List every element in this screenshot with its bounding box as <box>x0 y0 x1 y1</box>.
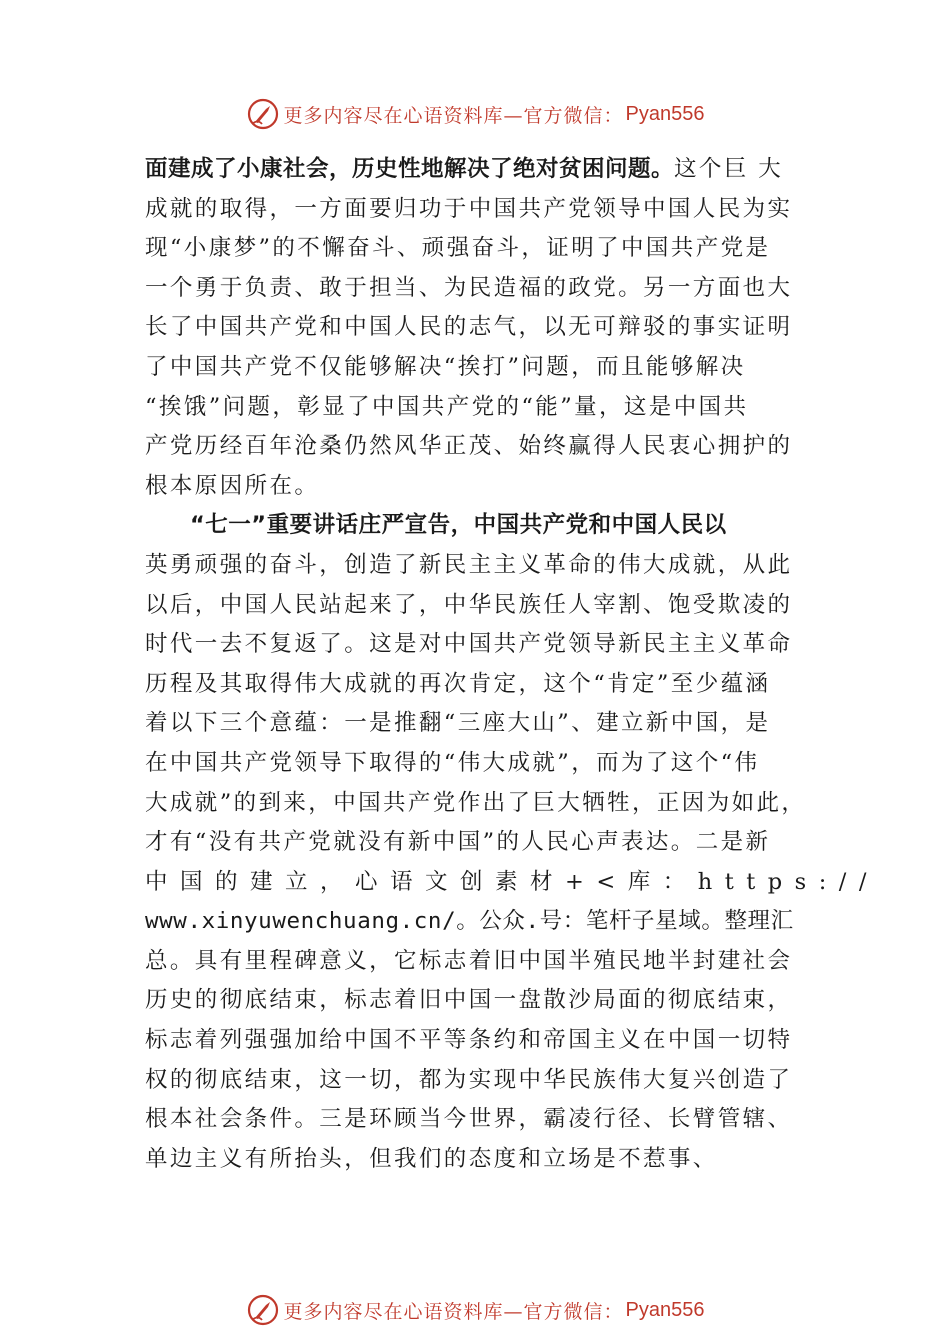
article-body <box>145 150 879 1179</box>
body-line: 中国的建立，心语文创素材+<库：https:// <box>145 868 879 895</box>
body-line: 英勇顽强的奋斗，创造了新民主主义革命的伟大成就，从此 <box>145 551 793 578</box>
body-line: 一个勇于负责、敢于担当、为民造福的政党。另一方面也大 <box>145 274 793 301</box>
watermark-text: 更多内容尽在心语资料库—官方微信： <box>283 1300 624 1323</box>
line-text: 这个巨 大 <box>674 156 784 182</box>
body-line: 根本社会条件。三是环顾当今世界，霸凌行径、长臂管辖、 <box>145 1106 793 1133</box>
body-line: 了中国共产党不仅能够解决“挨打”问题，而且能够解决 <box>145 353 746 380</box>
body-line: 权的彻底结束，这一切，都为实现中华民族伟大复兴创造了 <box>145 1066 793 1093</box>
body-line: www.xinyuwenchuang.cn/。公众.号：笔杆子星域。整理汇 <box>145 908 794 935</box>
body-line: 在中国共产党领导下取得的“伟大成就”，而为了这个“伟 <box>145 749 760 776</box>
body-line: 标志着列强强加给中国不平等条约和帝国主义在中国一切特 <box>145 1027 793 1054</box>
watermark-wechat-id: Pyan556 <box>625 102 705 125</box>
body-line: “挨饿”问题，彰显了中国共产党的“能”量，这是中国共 <box>145 393 749 420</box>
brush-logo-icon <box>246 97 280 131</box>
body-line: 单边主义有所抬头，但我们的态度和立场是不惹事、 <box>145 1145 718 1172</box>
body-line: 总。具有里程碑意义，它标志着旧中国半殖民地半封建社会 <box>145 947 793 974</box>
body-line: 长了中国共产党和中国人民的志气，以无可辩驳的事实证明 <box>145 314 793 341</box>
body-line: 成就的取得，一方面要归功于中国共产党领导中国人民为实 <box>145 195 793 222</box>
body-line: 着以下三个意蕴：一是推翻“三座大山”、建立新中国，是 <box>145 710 771 737</box>
watermark-text: 更多内容尽在心语资料库—官方微信： <box>283 104 624 127</box>
body-line: 根本原因所在。 <box>145 472 320 499</box>
body-line: 历史的彻底结束，标志着旧中国一盘散沙局面的彻底结束， <box>145 987 793 1014</box>
header-watermark <box>0 94 950 134</box>
watermark-wechat-id: Pyan556 <box>625 1298 705 1321</box>
body-line: 以后，中国人民站起来了，中华民族任人宰割、饱受欺凌的 <box>145 591 793 618</box>
body-line: 历程及其取得伟大成就的再次肯定，这个“肯定”至少蕴涵 <box>145 670 771 697</box>
bold-phrase: “七一”重要讲话庄严宣告，中国共产党和中国人民以 <box>190 512 727 539</box>
bold-phrase: 面建成了小康社会，历史性地解决了绝对贫困问题。 <box>145 156 675 182</box>
paragraph-lead-line <box>145 506 810 546</box>
body-line: 现“小康梦”的不懈奋斗、顽强奋斗，证明了中国共产党是 <box>145 235 771 262</box>
footer-watermark <box>0 1290 950 1330</box>
body-line: 大成就”的到来，中国共产党作出了巨大牺牲，正因为如此， <box>145 789 807 816</box>
body-line: 才有“没有共产党就没有新中国”的人民心声表达。二是新 <box>145 829 771 856</box>
body-line: 产党历经百年沧桑仍然风华正茂、始终赢得人民衷心拥护的 <box>145 433 793 460</box>
body-line <box>145 150 810 190</box>
body-line: 时代一去不复返了。这是对中国共产党领导新民主主义革命 <box>145 631 793 658</box>
brush-logo-icon <box>246 1293 280 1327</box>
